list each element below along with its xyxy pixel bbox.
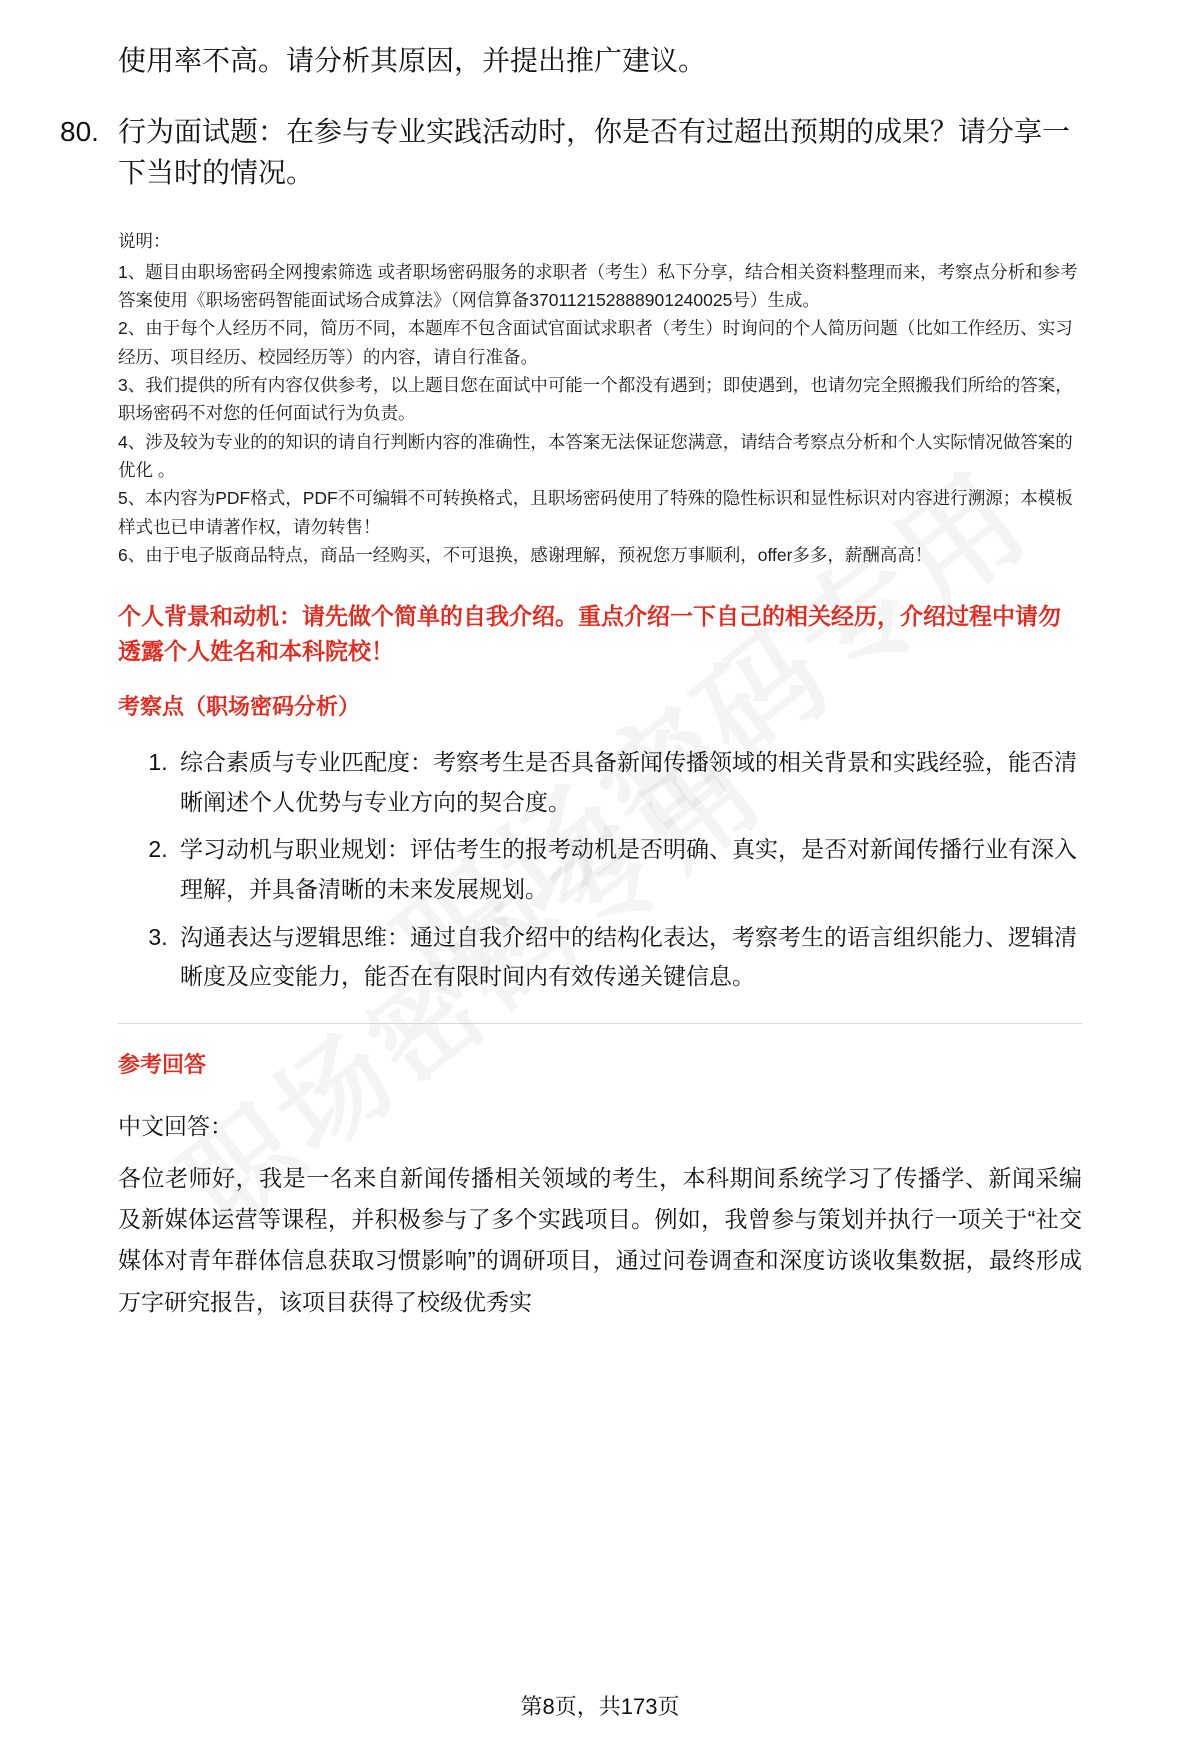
assessment-point-item: 1. 综合素质与专业匹配度：考察考生是否具备新闻传播领域的相关背景和实践经验，能否清晰阐述个人优势与专业方向的契合度。: [174, 743, 1082, 822]
note-item: 1、题目由职场密码全网搜索筛选 或者职场密码服务的求职者（考生）私下分享，结合相关资料整理而来，考察点分析和参考答案使用《职场密码智能面试场合成算法》（网信算备370112152888901240025号）生成。: [118, 261, 1078, 310]
note-item: 2、由于每个人经历不同，简历不同，本题库不包含面试官面试求职者（考生）时询问的个人简历问题（比如工作经历、实习经历、项目经历、校园经历等）的内容，请自行准备。: [118, 318, 1073, 367]
page-content: [60, 40, 1082, 1323]
continued-question-line: 使用率不高。请分析其原因，并提出推广建议。: [118, 45, 707, 76]
note-item: 3、我们提供的所有内容仅供参考，以上题目您在面试中可能一个都没有遇到；即使遇到，也请勿完全照搬我们所给的答案，职场密码不对您的任何面试行为负责。: [118, 374, 1073, 424]
question-number: 80.: [60, 116, 99, 147]
note-item: 6、由于电子版商品特点，商品一经购买，不可退换，感谢理解，预祝您万事顺利，offer多多，薪酬高高！: [118, 544, 933, 565]
assessment-point-item: 3. 沟通表达与逻辑思维：通过自我介绍中的结构化表达，考察考生的语言组织能力、逻辑清晰度及应变能力，能否在有限时间内有效传递关键信息。: [174, 918, 1082, 997]
section-divider: [118, 1023, 1082, 1024]
assessment-point-item: 2. 学习动机与职业规划：评估考生的报考动机是否明确、真实，是否对新闻传播行业有深入理解，并具备清晰的未来发展规划。: [174, 830, 1082, 909]
assessment-points-list: [118, 743, 1082, 996]
notes-block: [118, 227, 1082, 569]
question-item: [60, 112, 1082, 193]
note-item: 5、本内容为PDF格式，PDF不可编辑不可转换格式，且职场密码使用了特殊的隐性标识和显性标识对内容进行溯源；本模板样式也已申请著作权，请勿转售！: [118, 488, 1073, 537]
reference-answer-heading: 参考回答: [118, 1051, 207, 1077]
notes-heading: 说明：: [118, 231, 171, 252]
question-text: 行为面试题：在参与专业实践活动时，你是否有过超出预期的成果？请分享一下当时的情况。: [118, 116, 1071, 188]
personal-background-heading: 个人背景和动机：请先做个简单的自我介绍。重点介绍一下自己的相关经历，介绍过程中请勿透露个人姓名和本科院校！: [118, 603, 1061, 664]
assessment-points-heading: 考察点（职场密码分析）: [118, 694, 361, 720]
page-footer: 第8页，共173页: [520, 1694, 680, 1719]
note-item: 4、涉及较为专业的的知识的请自行判断内容的准确性，本答案无法保证您满意，请结合考察点分析和个人实际情况做答案的优化 。: [118, 431, 1073, 480]
answer-language-label: 中文回答：: [118, 1112, 233, 1139]
answer-body-text: 各位老师好，我是一名来自新闻传播相关领域的考生，本科期间系统学习了传播学、新闻采编及新媒体运营等课程，并积极参与了多个实践项目。例如，我曾参与策划并执行一项关于“社交媒体对青年群体信息获取习惯影响”的调研项目，通过问卷调查和深度访谈收集数据，最终形成万字研究报告，该项目获得了校级优秀实: [118, 1164, 1082, 1315]
